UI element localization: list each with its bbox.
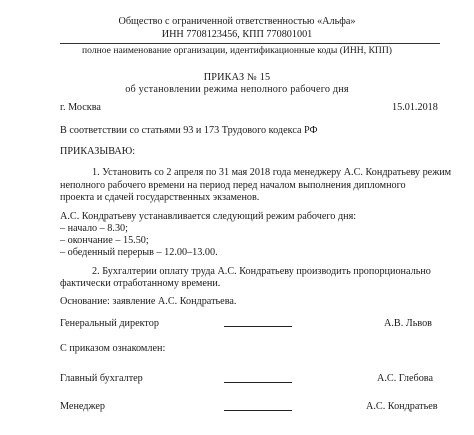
order-basis: В соответствии со статьями 93 и 173 Трудового кодекса РФ (60, 125, 318, 136)
regime-end: – окончание – 15.50; (60, 235, 149, 246)
org-name: Общество с ограниченной ответственностью «Альфа» (118, 16, 356, 27)
accountant-name: А.С. Глебова (377, 373, 433, 384)
paragraph-1-line-3: проекта и сдачей государственных экзаменов. (60, 192, 260, 203)
header-caption: полное наименование организации, идентификационные коды (ИНН, КПП) (82, 45, 392, 56)
manager-signature-line (224, 410, 292, 411)
paragraph-2-line-2: фактически отработанному времени. (60, 278, 221, 289)
accountant-signature-line (224, 382, 292, 383)
accountant-title: Главный бухгалтер (60, 373, 143, 384)
header-rule (60, 43, 440, 44)
order-city: г. Москва (60, 102, 101, 113)
paragraph-1-line-2: неполного рабочего времени на период перед началом выполнения дипломного (60, 180, 406, 191)
manager-title: Менеджер (60, 401, 105, 412)
order-word: ПРИКАЗЫВАЮ: (60, 146, 136, 157)
org-codes: ИНН 7708123456, КПП 770801001 (161, 29, 313, 40)
paragraph-1-line-1: 1. Установить со 2 апреля по 31 мая 2018 года менеджеру А.С. Кондратьеву режим (92, 167, 452, 178)
director-signature-line (224, 326, 292, 327)
manager-name: А.С. Кондратьев (366, 401, 438, 412)
order-title: ПРИКАЗ № 15 (203, 72, 271, 83)
director-name: А.В. Львов (384, 318, 432, 329)
order-ground: Основание: заявление А.С. Кондратьева. (60, 296, 237, 307)
regime-intro: А.С. Кондратьеву устанавливается следующий режим рабочего дня: (60, 211, 357, 222)
regime-start: – начало – 8.30; (60, 223, 128, 234)
regime-lunch: – обеденный перерыв – 12.00–13.00. (60, 247, 218, 258)
order-date: 15.01.2018 (392, 102, 438, 113)
order-subject: об установлении режима неполного рабочего дня (125, 84, 349, 95)
director-title: Генеральный директор (60, 318, 159, 329)
acquainted-label: С приказом ознакомлен: (60, 343, 166, 354)
paragraph-2-line-1: 2. Бухгалтерии оплату труда А.С. Кондратьеву производить пропорционально (92, 266, 431, 277)
